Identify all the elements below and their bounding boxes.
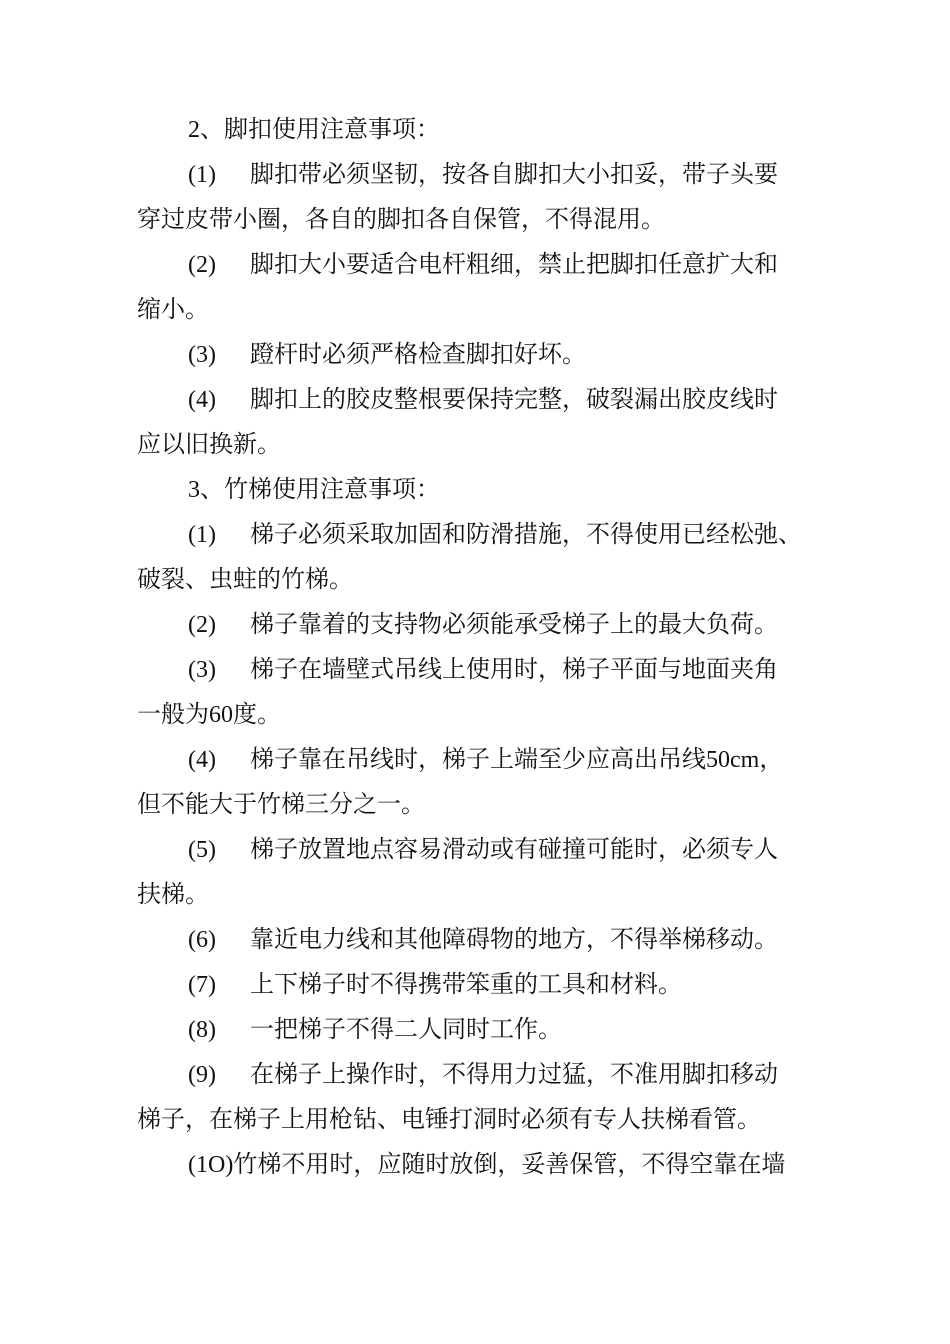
item-text: 梯子靠着的支持物必须能承受梯子上的最大负荷。 [250, 612, 778, 638]
item-number: (4) [188, 747, 216, 773]
item-continuation: 破裂、虫蛀的竹梯。 [137, 567, 353, 593]
item-continuation: 应以旧换新。 [137, 432, 281, 458]
item-text: 蹬杆时必须严格检查脚扣好坏。 [250, 342, 586, 368]
item-text: 梯子放置地点容易滑动或有碰撞可能时，必须专人 [250, 837, 778, 863]
item-continuation: 扶梯。 [137, 882, 209, 908]
section-heading: 2、脚扣使用注意事项： [188, 117, 440, 143]
item-number: (3) [188, 342, 216, 368]
list-item [188, 925, 778, 955]
item-number: (4) [188, 387, 216, 413]
item-number: (1) [188, 162, 216, 188]
item-number: (2) [188, 612, 216, 638]
section-heading: 3、竹梯使用注意事项： [188, 477, 440, 503]
item-number: (9) [188, 1062, 216, 1088]
list-item [188, 970, 682, 1000]
list-item [188, 745, 783, 775]
list-item [188, 835, 778, 865]
item-text: 上下梯子时不得携带笨重的工具和材料。 [250, 972, 682, 998]
item-number: (5) [188, 837, 216, 863]
item-text: 靠近电力线和其他障碍物的地方，不得举梯移动。 [250, 927, 778, 953]
item-continuation: 但不能大于竹梯三分之一。 [137, 792, 425, 818]
item-text: 梯子必须采取加固和防滑措施，不得使用已经松弛、 [250, 522, 802, 548]
list-item [188, 160, 778, 190]
item-text: 一把梯子不得二人同时工作。 [250, 1017, 562, 1043]
list-item [188, 610, 778, 640]
item-text: 梯子靠在吊线时，梯子上端至少应高出吊线50cm， [250, 747, 784, 773]
item-number: (8) [188, 1017, 216, 1043]
item-number: (2) [188, 252, 216, 278]
item-continuation: 缩小。 [137, 297, 209, 323]
item-continuation: 梯子，在梯子上用枪钻、电锤打洞时必须有专人扶梯看管。 [137, 1107, 761, 1133]
list-item [188, 1060, 778, 1090]
item-text: 脚扣上的胶皮整根要保持完整，破裂漏出胶皮线时 [250, 387, 778, 413]
list-item [188, 655, 778, 685]
item-text: 竹梯不用时，应随时放倒，妥善保管，不得空靠在墙 [233, 1152, 786, 1178]
item-continuation: 一般为60度。 [137, 702, 281, 728]
list-item [188, 250, 778, 280]
item-text: 梯子在墙壁式吊线上使用时，梯子平面与地面夹角 [250, 657, 778, 683]
list-item [188, 385, 778, 415]
item-number: (7) [188, 972, 216, 998]
list-item [188, 1150, 785, 1180]
item-number: (1) [188, 522, 216, 548]
item-text: 在梯子上操作时，不得用力过猛，不准用脚扣移动 [250, 1062, 778, 1088]
list-item [188, 520, 802, 550]
item-text: 脚扣带必须坚韧，按各自脚扣大小扣妥，带子头要 [250, 162, 778, 188]
list-item [188, 340, 586, 370]
list-item [188, 1015, 562, 1045]
item-number: (3) [188, 657, 216, 683]
item-text: 脚扣大小要适合电杆粗细，禁止把脚扣任意扩大和 [250, 252, 778, 278]
item-number: (1O) [188, 1152, 234, 1178]
item-continuation: 穿过皮带小圈，各自的脚扣各自保管，不得混用。 [137, 207, 665, 233]
item-number: (6) [188, 927, 216, 953]
